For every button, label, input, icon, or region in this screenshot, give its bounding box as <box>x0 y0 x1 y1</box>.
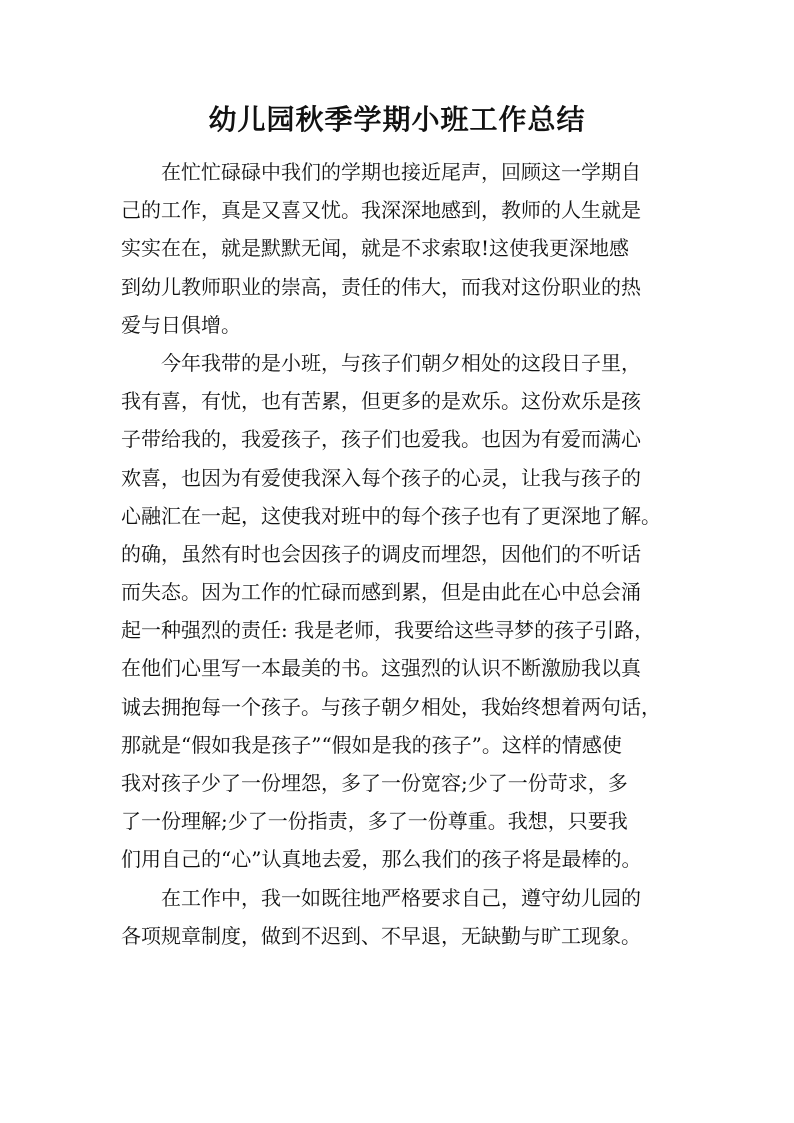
text-line: 心融汇在一起，这使我对班中的每个孩子也有了更深地了解。 <box>121 503 661 528</box>
text-line: 己的工作，真是又喜又忧。我深深地感到，教师的人生就是 <box>121 198 641 223</box>
text-line: 爱与日俱增。 <box>121 312 241 337</box>
text-line: 我对孩子少了一份埋怨，多了一份宽容;少了一份苛求，多 <box>121 771 628 795</box>
text-line: 那就是“假如我是孩子”“假如是我的孩子”。这样的情感使 <box>121 732 622 757</box>
text-line: 各项规章制度，做到不迟到、不早退，无缺勤与旷工现象。 <box>121 923 641 948</box>
text-line: 了一份理解;少了一份指责，多了一份尊重。我想，只要我 <box>121 809 628 834</box>
text-line: 们用自己的“心”认真地去爱，那么我们的孩子将是最棒的。 <box>121 847 642 872</box>
text-line: 实实在在，就是默默无闻，就是不求索取!这使我更深地感 <box>121 236 630 261</box>
document-title: 幼儿园秋季学期小班工作总结 <box>208 103 586 136</box>
text-line: 到幼儿教师职业的崇高，责任的伟大，而我对这份职业的热 <box>121 274 641 299</box>
text-line: 今年我带的是小班，与孩子们朝夕相处的这段日子里， <box>161 350 641 375</box>
text-line: 诚去拥抱每一个孩子。与孩子朝夕相处，我始终想着两句话， <box>121 694 661 719</box>
text-line: 在他们心里写一本最美的书。这强烈的认识不断激励我以真 <box>121 656 641 681</box>
text-line: 而失态。因为工作的忙碌而感到累，但是由此在心中总会涌 <box>121 580 641 605</box>
text-line: 起一种强烈的责任: 我是老师，我要给这些寻梦的孩子引路， <box>121 618 655 643</box>
text-line: 在忙忙碌碌中我们的学期也接近尾声，回顾这一学期自 <box>161 160 641 184</box>
text-line: 在工作中，我一如既往地严格要求自己，遵守幼儿园的 <box>161 885 641 910</box>
text-line: 我有喜，有忧，也有苦累，但更多的是欢乐。这份欢乐是孩 <box>121 389 641 414</box>
text-line: 子带给我的，我爱孩子，孩子们也爱我。也因为有爱而满心 <box>121 427 641 452</box>
text-line: 的确，虽然有时也会因孩子的调皮而埋怨，因他们的不听话 <box>121 541 641 566</box>
paragraph-3 <box>121 879 681 955</box>
document-body <box>121 153 681 955</box>
paragraph-2 <box>121 344 681 879</box>
text-line: 欢喜，也因为有爱使我深入每个孩子的心灵，让我与孩子的 <box>121 465 641 490</box>
paragraph-1 <box>121 153 681 344</box>
